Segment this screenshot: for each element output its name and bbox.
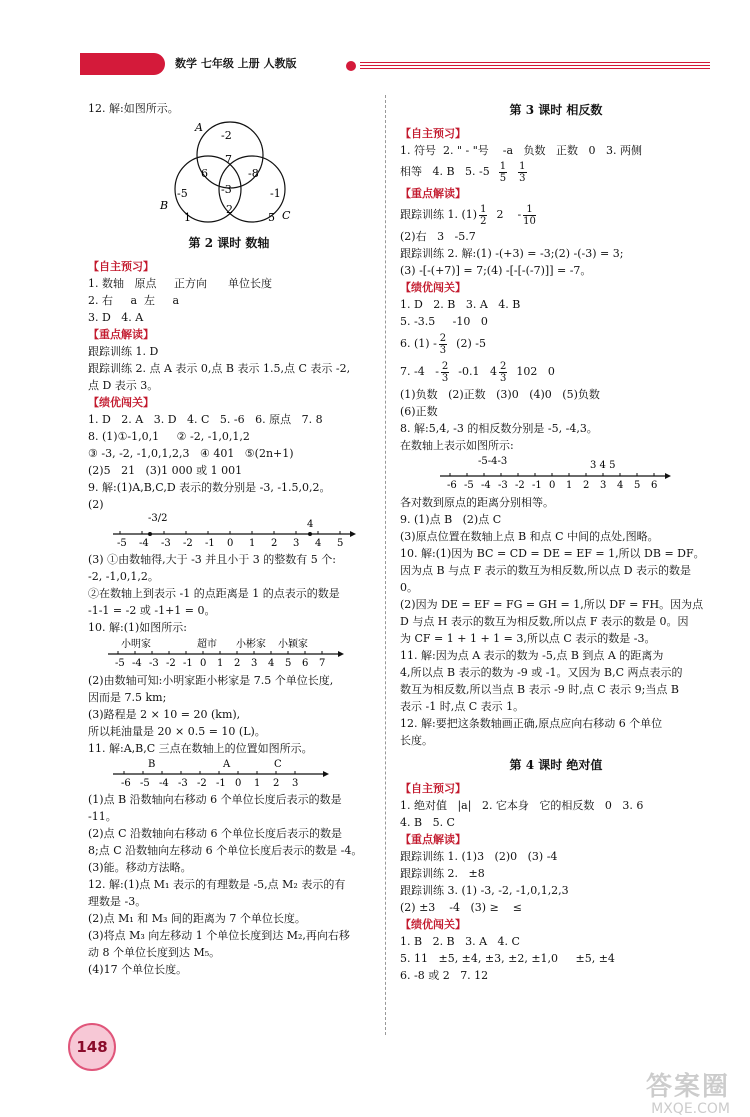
column-divider xyxy=(385,95,386,1035)
answer-line: 6. -8 或 2 7. 12 xyxy=(400,969,489,982)
answer-line: 跟踪训练 2. 解:(1) -(+3) = -3;(2) -(-3) = 3; xyxy=(400,247,624,260)
answer-line: 因而是 7.5 km; xyxy=(88,691,167,704)
answer-line: 7. -4 - $\frac{2}{3}$ -0.1 4 $\frac{2}{3}$ 102 0 xyxy=(400,360,555,384)
answer-line: 2. 右 a 左 a xyxy=(88,294,180,307)
venn-value: 2 xyxy=(226,203,233,216)
answer-line: ②在数轴上到表示 -1 的点距离是 1 的点表示的数是 xyxy=(88,587,340,600)
number-line-tick-label: 7 xyxy=(319,658,326,669)
answer-line: 跟踪训练 1. D xyxy=(88,345,159,358)
number-line-tick-label: 0 xyxy=(549,480,556,491)
number-line-tick-label: -4 xyxy=(481,480,491,491)
answer-line: 12. 解:(1)点 M₁ 表示的有理数是 -5,点 M₂ 表示的有 xyxy=(88,878,346,891)
number-line-tick-label: -4 xyxy=(132,658,142,669)
number-line-tick-label: 6 xyxy=(302,658,309,669)
answer-line: 12. 解:要把这条数轴画正确,原点应向右移动 6 个单位 xyxy=(400,717,663,730)
venn-label-a: A xyxy=(195,121,203,134)
answer-line: 1. D 2. B 3. A 4. B xyxy=(400,298,521,311)
number-line-tick-label: -2 xyxy=(197,778,207,789)
number-line-label: 超市 xyxy=(197,639,217,650)
answer-line: 为 CF = 1 + 1 + 1 = 3,所以点 C 表示的数是 -3。 xyxy=(400,632,656,645)
answer-line: 1. 绝对值 |a| 2. 它本身 它的相反数 0 3. 6 xyxy=(400,799,644,812)
answer-line: 8. 解:5,4, -3 的相反数分别是 -5, -4,3。 xyxy=(400,422,598,435)
answer-line: (3)路程是 2 × 10 = 20 (km), xyxy=(88,708,241,721)
answer-line: 相等 4. B 5. -5 $\frac{1}{5}$ $\frac{1}{3}$ xyxy=(400,160,526,184)
number-line-tick-label: 0 xyxy=(227,538,234,549)
answer-line: 各对数到原点的距离分别相等。 xyxy=(400,496,554,509)
section-heading: 【重点解读】 xyxy=(88,328,154,341)
answer-line: ③ -3, -2, -1,0,1,2,3 ④ 401 ⑤(2n+1) xyxy=(88,447,294,460)
number-line-tick-label: 1 xyxy=(254,778,261,789)
right-column xyxy=(400,100,712,984)
venn-value: -1 xyxy=(270,187,281,200)
answer-line: 9. 解:(1)A,B,C,D 表示的数分别是 -3, -1.5,0,2。 xyxy=(88,481,331,494)
number-line-label: -5-4-3 xyxy=(478,456,508,467)
answer-line: 9. (1)点 B (2)点 C xyxy=(400,513,502,526)
number-line-label: B xyxy=(148,759,156,770)
number-line-tick-label: 5 xyxy=(285,658,292,669)
number-line-tick-label: -3 xyxy=(161,538,171,549)
answer-line: 理数是 -3。 xyxy=(88,895,147,908)
answer-line: 跟踪训练 2. 点 A 表示 0,点 B 表示 1.5,点 C 表示 -2, xyxy=(88,362,351,375)
number-line-tick-label: 0 xyxy=(235,778,242,789)
number-line-tick-label: 2 xyxy=(273,778,280,789)
number-line-label: 小彬家 xyxy=(236,639,266,650)
answer-line: (2) xyxy=(88,498,104,511)
number-line-tick-label: 2 xyxy=(583,480,590,491)
number-line-2 xyxy=(88,636,370,672)
answer-line: (2)点 C 沿数轴向右移动 6 个单位长度后表示的数是 xyxy=(88,827,342,840)
number-line-label: A xyxy=(223,759,231,770)
number-line-tick-label: -2 xyxy=(515,480,525,491)
number-line-tick-label: -1 xyxy=(205,538,215,549)
answer-line: (3)将点 M₃ 向左移动 1 个单位长度到达 M₂,再向右移 xyxy=(88,929,350,942)
number-line-tick-label: 5 xyxy=(337,538,344,549)
answer-line: 长度。 xyxy=(400,734,433,747)
number-line-tick-label: -3 xyxy=(498,480,508,491)
number-line-tick-label: -5 xyxy=(117,538,127,549)
answer-line: 所以耗油量是 20 × 0.5 = 10 (L)。 xyxy=(88,725,266,738)
lesson-title: 第 4 课时 绝对值 xyxy=(509,758,603,772)
header-tag xyxy=(80,53,165,75)
answer-line: (2) ±3 -4 (3) ≥ ≤ xyxy=(400,901,522,914)
header-title: 数学 七年级 上册 人教版 xyxy=(175,57,297,70)
venn-diagram xyxy=(88,117,370,227)
number-line-tick-label: -2 xyxy=(166,658,176,669)
venn-label-b: B xyxy=(160,199,169,212)
venn-value: -8 xyxy=(248,167,259,180)
answer-line: 5. 11 ±5, ±4, ±3, ±2, ±1,0 ±5, ±4 xyxy=(400,952,615,965)
answer-line: 0。 xyxy=(400,581,418,594)
section-heading: 【重点解读】 xyxy=(400,833,466,846)
answer-line: 跟踪训练 1. (1)3 (2)0 (3) -4 xyxy=(400,850,558,863)
header-dot xyxy=(346,61,356,71)
number-line-tick-label: 5 xyxy=(634,480,641,491)
answer-line: 5. -3.5 -10 0 xyxy=(400,315,488,328)
number-line-label: 小颖家 xyxy=(278,639,308,650)
number-line-1 xyxy=(88,513,370,551)
section-heading: 【自主预习】 xyxy=(400,127,466,140)
answer-line: 12. 解:如图所示。 xyxy=(88,102,179,115)
answer-line: 11. 解:因为点 A 表示的数为 -5,点 B 到点 A 的距离为 xyxy=(400,649,664,662)
section-heading: 【自主预习】 xyxy=(88,260,154,273)
answer-line: 6. (1) - $\frac{2}{3}$ (2) -5 xyxy=(400,332,486,356)
number-line-tick-label: 2 xyxy=(271,538,278,549)
number-line-tick-label: 1 xyxy=(217,658,224,669)
number-line-tick-label: 2 xyxy=(234,658,241,669)
answer-line: -1-1 = -2 或 -1+1 = 0。 xyxy=(88,604,216,617)
answer-line: (1)负数 (2)正数 (3)0 (4)0 (5)负数 xyxy=(400,388,600,401)
venn-value: -2 xyxy=(221,129,232,142)
answer-line: 动 8 个单位长度到达 M₅。 xyxy=(88,946,221,959)
answer-line: 点 D 表示 3。 xyxy=(88,379,159,392)
answer-line: 跟踪训练 3. (1) -3, -2, -1,0,1,2,3 xyxy=(400,884,569,897)
answer-line: -11。 xyxy=(88,810,117,823)
answer-line: 10. 解:(1)因为 BC = CD = DE = EF = 1,所以 DB = DF。 xyxy=(400,547,705,560)
number-line-label: 小明家 xyxy=(121,639,151,650)
answer-line: 4,所以点 B 表示的数为 -9 或 -1。又因为 B,C 两点表示的 xyxy=(400,666,683,679)
number-line-tick-label: -5 xyxy=(464,480,474,491)
number-line-label: C xyxy=(274,759,282,770)
number-line-tick-label: -3 xyxy=(149,658,159,669)
answer-line: (2)点 M₁ 和 M₃ 间的距离为 7 个单位长度。 xyxy=(88,912,306,925)
venn-value: 6 xyxy=(201,167,208,180)
number-line-tick-label: -5 xyxy=(115,658,125,669)
left-column xyxy=(88,100,370,978)
number-line-tick-label: -3 xyxy=(178,778,188,789)
number-line-tick-label: 1 xyxy=(566,480,573,491)
answer-line: 在数轴上表示如图所示: xyxy=(400,439,514,452)
answer-line: 1. B 2. B 3. A 4. C xyxy=(400,935,520,948)
number-line-tick-label: -1 xyxy=(183,658,193,669)
number-line-4 xyxy=(400,454,712,494)
header-lines xyxy=(360,62,710,70)
venn-value: 1 xyxy=(184,211,191,224)
venn-label-c: C xyxy=(282,209,291,222)
number-line-tick-label: -4 xyxy=(159,778,169,789)
number-line-tick-label: 3 xyxy=(600,480,607,491)
number-line-tick-label: -1 xyxy=(532,480,542,491)
number-line-label: 4 xyxy=(307,519,314,530)
number-line-label: 3 4 5 xyxy=(590,460,616,471)
page-number: 148 xyxy=(68,1023,116,1071)
lesson-title: 第 2 课时 数轴 xyxy=(188,236,270,250)
number-line-tick-label: -2 xyxy=(183,538,193,549)
watermark-logo: 答案圈 xyxy=(645,1072,730,1102)
number-line-tick-label: 4 xyxy=(617,480,624,491)
number-line-tick-label: -5 xyxy=(140,778,150,789)
number-line-tick-label: 3 xyxy=(293,538,300,549)
answer-line: (3) -[-(+7)] = 7;(4) -[-[-(-7)]] = -7。 xyxy=(400,264,592,277)
answer-line: 3. D 4. A xyxy=(88,311,144,324)
answer-line: (2)5 21 (3)1 000 或 1 001 xyxy=(88,464,243,477)
answer-line: (2)由数轴可知:小明家距小彬家是 7.5 个单位长度, xyxy=(88,674,334,687)
answer-line: D 与点 H 表示的数互为相反数,所以点 F 表示的数是 0。因 xyxy=(400,615,689,628)
section-heading: 【绩优闯关】 xyxy=(400,281,466,294)
answer-line: 1. 数轴 原点 正方向 单位长度 xyxy=(88,277,272,290)
lesson-title: 第 3 课时 相反数 xyxy=(509,103,603,117)
number-line-3 xyxy=(88,757,370,791)
answer-line: 跟踪训练 1. (1) $\frac{1}{2}$ 2 - $\frac{1}{10}$ xyxy=(400,203,536,227)
answer-line: 11. 解:A,B,C 三点在数轴上的位置如图所示。 xyxy=(88,742,313,755)
section-heading: 【自主预习】 xyxy=(400,782,466,795)
number-line-tick-label: 1 xyxy=(249,538,256,549)
number-line-tick-label: -4 xyxy=(139,538,149,549)
number-line-tick-label: -6 xyxy=(121,778,131,789)
number-line-label: -3/2 xyxy=(148,513,168,524)
answer-line: 数互为相反数,所以当点 B 表示 -9 时,点 C 表示 9;当点 B xyxy=(400,683,679,696)
answer-line: 1. D 2. A 3. D 4. C 5. -6 6. 原点 7. 8 xyxy=(88,413,323,426)
section-heading: 【重点解读】 xyxy=(400,187,466,200)
number-line-tick-label: -1 xyxy=(216,778,226,789)
answer-line: 表示 -1 时,点 C 表示 1。 xyxy=(400,700,525,713)
number-line-tick-label: 0 xyxy=(200,658,207,669)
venn-value: 5 xyxy=(268,211,275,224)
number-line-tick-label: 4 xyxy=(268,658,275,669)
answer-line: (1)点 B 沿数轴向右移动 6 个单位长度后表示的数是 xyxy=(88,793,342,806)
number-line-tick-label: 4 xyxy=(315,538,322,549)
venn-value: 7 xyxy=(225,153,232,166)
venn-value: -3 xyxy=(221,183,232,196)
number-line-tick-label: -6 xyxy=(447,480,457,491)
venn-value: -5 xyxy=(177,187,188,200)
answer-line: -2, -1,0,1,2。 xyxy=(88,570,159,583)
answer-line: (3)原点位置在数轴上点 B 和点 C 中间的点处,图略。 xyxy=(400,530,659,543)
answer-line: (2)因为 DE = EF = FG = GH = 1,所以 DF = FH。因为点 xyxy=(400,598,704,611)
answer-line: (3) ①由数轴得,大于 -3 并且小于 3 的整数有 5 个: xyxy=(88,553,336,566)
answer-line: (3)能。移动方法略。 xyxy=(88,861,192,874)
answer-line: 10. 解:(1)如图所示: xyxy=(88,621,187,634)
answer-line: 8. (1)①-1,0,1 ② -2, -1,0,1,2 xyxy=(88,430,250,443)
answer-line: 8;点 C 沿数轴向左移动 6 个单位长度后表示的数是 -4。 xyxy=(88,844,363,857)
number-line-tick-label: 3 xyxy=(251,658,258,669)
section-heading: 【绩优闯关】 xyxy=(400,918,466,931)
section-heading: 【绩优闯关】 xyxy=(88,396,154,409)
answer-line: 因为点 B 与点 F 表示的数互为相反数,所以点 D 表示的数是 xyxy=(400,564,692,577)
number-line-tick-label: 3 xyxy=(292,778,299,789)
answer-line: 跟踪训练 2. ±8 xyxy=(400,867,485,880)
answer-line: (6)正数 xyxy=(400,405,438,418)
watermark-url: MXQE.COM xyxy=(651,1101,730,1117)
answer-line: (4)17 个单位长度。 xyxy=(88,963,188,976)
answer-line: 4. B 5. C xyxy=(400,816,455,829)
number-line-tick-label: 6 xyxy=(651,480,658,491)
answer-line: 1. 符号 2. " - "号 -a 负数 正数 0 3. 两侧 xyxy=(400,144,643,157)
answer-line: (2)右 3 -5.7 xyxy=(400,230,476,243)
